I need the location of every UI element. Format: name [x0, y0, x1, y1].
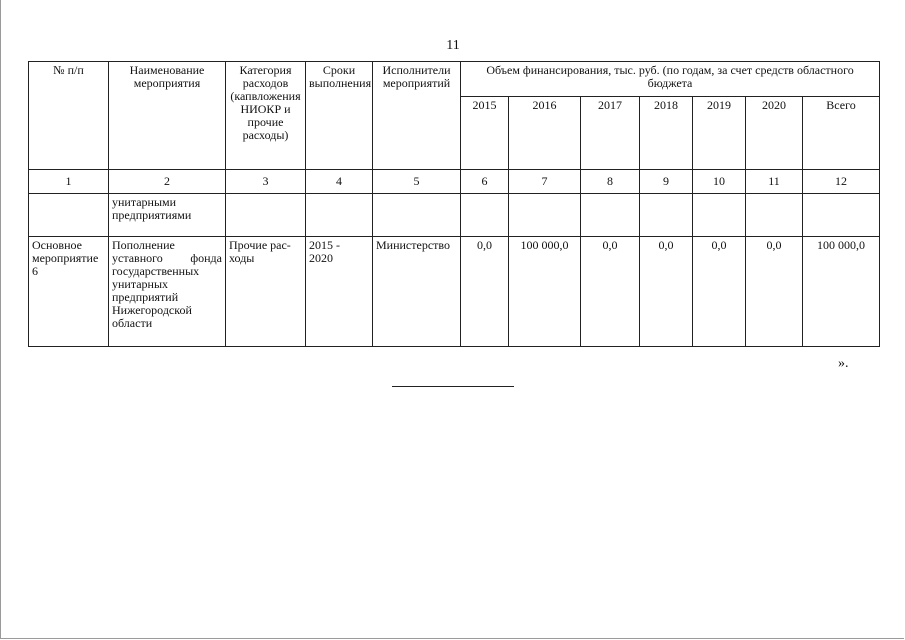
page-number: 11	[446, 38, 460, 53]
row-value: 100 000,0	[509, 237, 581, 347]
column-number: 5	[373, 170, 461, 194]
row-value: 0,0	[640, 237, 693, 347]
row-num: Основное мероприятие 6	[29, 237, 109, 347]
column-number: 8	[581, 170, 640, 194]
column-number: 2	[109, 170, 226, 194]
closing-quote: ».	[838, 356, 849, 371]
row-name: Пополнение уставного фонда государственных унитарных предприятий Нижегородской области	[109, 237, 226, 347]
column-numbers-row	[29, 170, 880, 194]
column-number: 11	[746, 170, 803, 194]
divider	[392, 386, 514, 387]
table-cell	[581, 194, 640, 237]
header-num: № п/п	[29, 62, 109, 170]
header-year: 2017	[581, 97, 640, 170]
column-number: 9	[640, 170, 693, 194]
continuation-row	[29, 194, 880, 237]
header-year: 2016	[509, 97, 581, 170]
header-terms: Сроки выполнения	[306, 62, 373, 170]
header-row	[29, 62, 880, 97]
column-number: 10	[693, 170, 746, 194]
row-terms: 2015 - 2020	[306, 237, 373, 347]
header-year: 2018	[640, 97, 693, 170]
column-number: 6	[461, 170, 509, 194]
header-year: 2015	[461, 97, 509, 170]
row-executors: Министерство	[373, 237, 461, 347]
column-number: 4	[306, 170, 373, 194]
row-category: Прочие рас- ходы	[226, 237, 306, 347]
column-number: 3	[226, 170, 306, 194]
table-cell	[746, 194, 803, 237]
table-cell	[693, 194, 746, 237]
table-cell	[306, 194, 373, 237]
header-executors: Исполнители мероприятий	[373, 62, 461, 170]
row-value: 0,0	[746, 237, 803, 347]
table-cell	[640, 194, 693, 237]
row-value: 0,0	[581, 237, 640, 347]
header-funding: Объем финансирования, тыс. руб. (по годам, за счет средств областного бюджета	[461, 62, 880, 97]
table-cell	[803, 194, 880, 237]
header-year: 2019	[693, 97, 746, 170]
table-cell	[226, 194, 306, 237]
row-total: 100 000,0	[803, 237, 880, 347]
header-year: 2020	[746, 97, 803, 170]
header-name: Наименование мероприятия	[109, 62, 226, 170]
column-number: 1	[29, 170, 109, 194]
row-value: 0,0	[693, 237, 746, 347]
table-cell	[509, 194, 581, 237]
header-total: Всего	[803, 97, 880, 170]
column-number: 7	[509, 170, 581, 194]
table-cell	[373, 194, 461, 237]
funding-table	[28, 61, 880, 347]
header-category: Категория расходов (капвложения НИОКР и прочие расходы)	[226, 62, 306, 170]
continuation-name: унитарными предприятиями	[109, 194, 226, 237]
table-row	[29, 237, 880, 347]
row-value: 0,0	[461, 237, 509, 347]
table-cell	[461, 194, 509, 237]
column-number: 12	[803, 170, 880, 194]
table-cell	[29, 194, 109, 237]
